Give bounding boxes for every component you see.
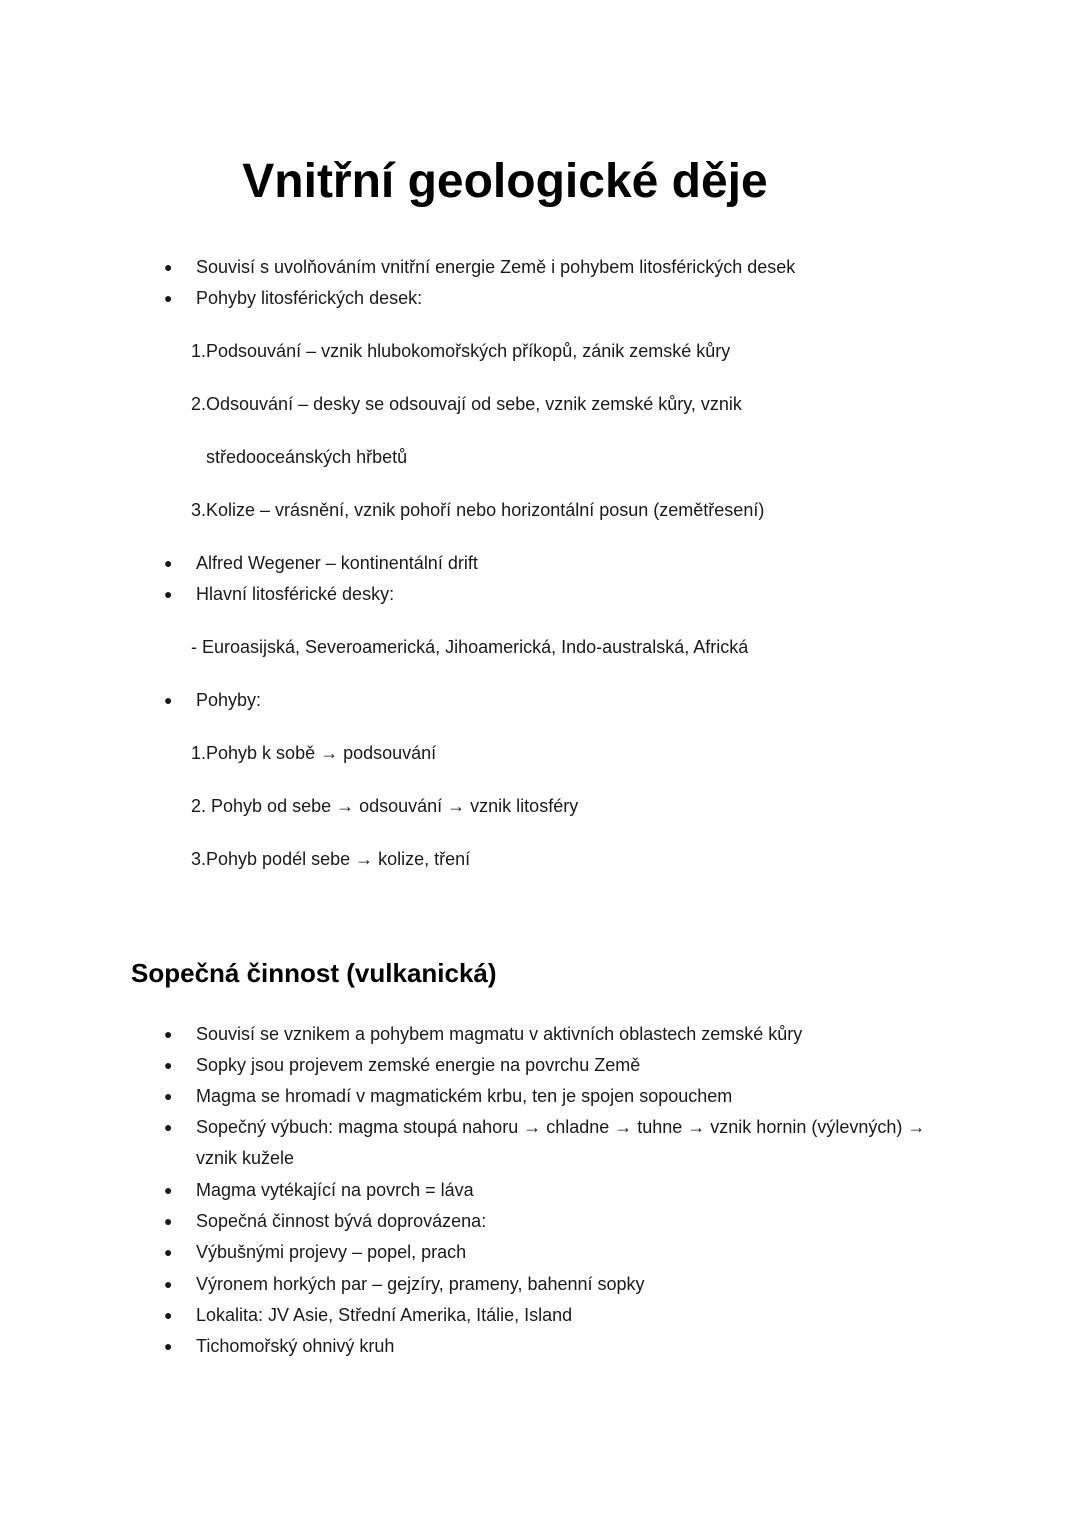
numbered-item: 1.Podsouvání – vznik hlubokomořských příkopů, zánik zemské kůry xyxy=(191,341,731,361)
list-item: Sopky jsou projevem zemské energie na povrchu Země xyxy=(196,1055,641,1075)
list-item: Souvisí se vznikem a pohybem magmatu v aktivních oblastech zemské kůry xyxy=(196,1024,803,1044)
bullet-icon: ● xyxy=(164,1026,173,1042)
numbered-item: 3.Pohyb podél sebe → kolize, tření xyxy=(191,849,471,869)
list-item: Lokalita: JV Asie, Střední Amerika, Itálie, Island xyxy=(196,1305,573,1325)
bullet-icon: ● xyxy=(164,259,173,275)
bullet-icon: ● xyxy=(164,1119,173,1135)
bullet-icon: ● xyxy=(164,1338,173,1354)
bullet-icon: ● xyxy=(164,1088,173,1104)
numbered-item: 3.Kolize – vrásnění, vznik pohoří nebo horizontální posun (zemětřesení) xyxy=(191,500,765,520)
list-item: Tichomořský ohnivý kruh xyxy=(196,1336,395,1356)
list-item: Magma se hromadí v magmatickém krbu, ten je spojen sopouchem xyxy=(196,1086,733,1106)
bullet-icon: ● xyxy=(164,1244,173,1260)
list-item: Magma vytékající na povrch = láva xyxy=(196,1180,474,1200)
list-item: Pohyby: xyxy=(196,690,262,710)
bullet-icon: ● xyxy=(164,692,173,708)
list-item: Sopečná činnost bývá doprovázena: xyxy=(196,1211,487,1231)
bullet-icon: ● xyxy=(164,586,173,602)
section-heading: Sopečná činnost (vulkanická) xyxy=(131,958,497,988)
bullet-icon: ● xyxy=(164,1307,173,1323)
numbered-item: 2. Pohyb od sebe → odsouvání → vznik litosféry xyxy=(191,796,579,816)
list-item: Pohyby litosférických desek: xyxy=(196,288,423,308)
bullet-icon: ● xyxy=(164,1057,173,1073)
list-item-continuation: vznik kužele xyxy=(196,1148,295,1168)
bullet-icon: ● xyxy=(164,1182,173,1198)
bullet-icon: ● xyxy=(164,1213,173,1229)
list-item: Souvisí s uvolňováním vnitřní energie Země i pohybem litosférických desek xyxy=(196,257,796,277)
list-item: Výronem horkých par – gejzíry, prameny, bahenní sopky xyxy=(196,1274,645,1294)
list-item: Sopečný výbuch: magma stoupá nahoru → chladne → tuhne → vznik hornin (výlevných) → xyxy=(196,1117,926,1137)
list-item: Výbušnými projevy – popel, prach xyxy=(196,1242,467,1262)
page-title: Vnitřní geologické děje xyxy=(242,155,768,208)
list-item: Hlavní litosférické desky: xyxy=(196,584,395,604)
bullet-icon: ● xyxy=(164,1276,173,1292)
plates-list: - Euroasijská, Severoamerická, Jihoamerická, Indo-australská, Africká xyxy=(191,637,749,657)
numbered-item: 2.Odsouvání – desky se odsouvají od sebe, vznik zemské kůry, vznik xyxy=(191,394,742,414)
bullet-icon: ● xyxy=(164,290,173,306)
list-item: Alfred Wegener – kontinentální drift xyxy=(196,553,478,573)
numbered-item-continuation: středooceánských hřbetů xyxy=(206,447,408,467)
numbered-item: 1.Pohyb k sobě → podsouvání xyxy=(191,743,437,763)
bullet-icon: ● xyxy=(164,555,173,571)
